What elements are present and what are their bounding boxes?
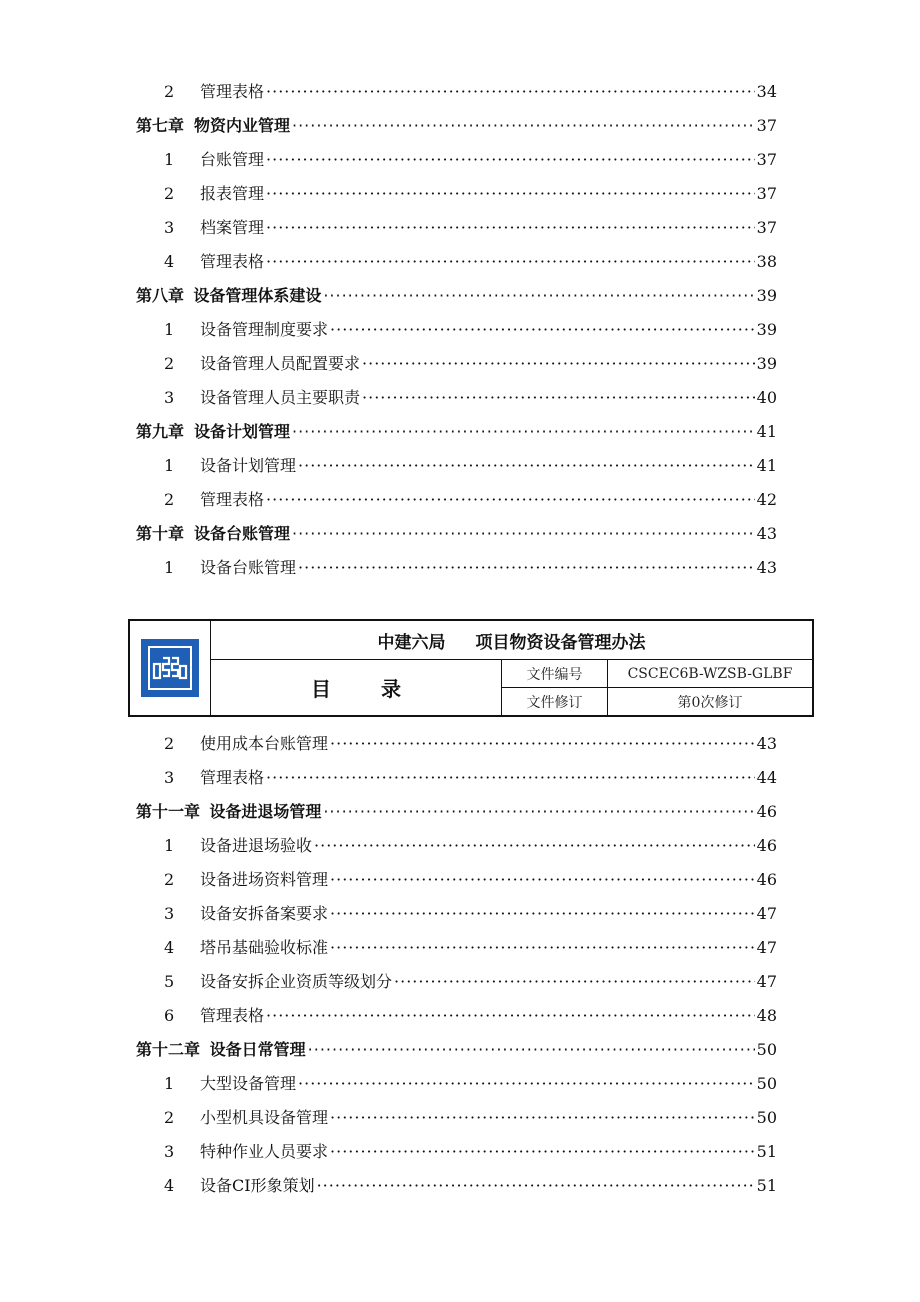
page-number: 39 bbox=[756, 286, 777, 305]
entry-number: 2 bbox=[164, 734, 175, 753]
page-number: 43 bbox=[756, 524, 777, 543]
toc-entry-row[interactable] bbox=[136, 310, 777, 344]
page-number: 37 bbox=[756, 150, 777, 169]
toc-chapter-row[interactable] bbox=[136, 412, 777, 446]
entry-title: 设备进退场管理 bbox=[209, 802, 322, 821]
entry-number: 3 bbox=[164, 768, 175, 787]
dot-leader bbox=[323, 286, 754, 306]
page-number: 37 bbox=[756, 116, 777, 135]
entry-title: 使用成本台账管理 bbox=[200, 734, 329, 753]
toc-chapter-row[interactable] bbox=[136, 1030, 777, 1064]
entry-title: 特种作业人员要求 bbox=[200, 1142, 329, 1161]
toc-entry-row[interactable] bbox=[136, 140, 777, 174]
toc-chapter-row[interactable] bbox=[136, 276, 777, 310]
chapter-number: 第十一章 bbox=[136, 802, 201, 821]
entry-title: 设备日常管理 bbox=[209, 1040, 306, 1059]
toc-entry-row[interactable] bbox=[136, 242, 777, 276]
entry-title: 设备管理人员配置要求 bbox=[200, 354, 361, 373]
dot-leader bbox=[317, 1176, 755, 1196]
entry-title: 设备台账管理 bbox=[200, 558, 297, 577]
toc-entry-row[interactable] bbox=[136, 344, 777, 378]
dot-leader bbox=[330, 938, 755, 958]
toc-entry-row[interactable] bbox=[136, 928, 777, 962]
dot-leader bbox=[330, 904, 755, 924]
toc-entry-row[interactable] bbox=[136, 826, 777, 860]
toc-entry-row[interactable] bbox=[136, 72, 777, 106]
entry-title: 设备安拆备案要求 bbox=[200, 904, 329, 923]
dot-leader bbox=[298, 1074, 755, 1094]
toc-entry-row[interactable] bbox=[136, 1166, 777, 1200]
company-logo-icon bbox=[146, 644, 194, 692]
revision-label: 文件修订 bbox=[502, 688, 608, 715]
page-number: 39 bbox=[756, 320, 777, 339]
entry-number: 2 bbox=[164, 82, 175, 101]
dot-leader bbox=[314, 836, 755, 856]
page-number: 37 bbox=[756, 184, 777, 203]
dot-leader bbox=[330, 870, 755, 890]
toc-entry-row[interactable] bbox=[136, 378, 777, 412]
entry-number: 4 bbox=[164, 1176, 175, 1195]
entry-title: 台账管理 bbox=[200, 150, 265, 169]
dot-leader bbox=[362, 354, 755, 374]
entry-title: 设备管理制度要求 bbox=[200, 320, 329, 339]
company-logo bbox=[141, 639, 199, 697]
entry-number: 1 bbox=[164, 320, 175, 339]
page-number: 38 bbox=[756, 252, 777, 271]
toc-entry-row[interactable] bbox=[136, 548, 777, 582]
entry-title: 设备管理体系建设 bbox=[193, 286, 322, 305]
toc-entry-row[interactable] bbox=[136, 208, 777, 242]
header-org: 中建六局 bbox=[377, 632, 446, 653]
header-section-title: 目录 bbox=[211, 660, 502, 715]
dot-leader bbox=[323, 802, 754, 822]
entry-title: 管理表格 bbox=[200, 252, 265, 271]
toc-entry-row[interactable] bbox=[136, 724, 777, 758]
toc-entry-row[interactable] bbox=[136, 174, 777, 208]
toc-bottom bbox=[136, 724, 777, 1200]
entry-title: 管理表格 bbox=[200, 1006, 265, 1025]
page-number: 44 bbox=[756, 768, 777, 787]
toc-entry-row[interactable] bbox=[136, 996, 777, 1030]
entry-number: 4 bbox=[164, 938, 175, 957]
dot-leader bbox=[292, 524, 755, 544]
page-number: 42 bbox=[756, 490, 777, 509]
toc-chapter-row[interactable] bbox=[136, 514, 777, 548]
header-doc-title: 项目物资设备管理办法 bbox=[475, 632, 646, 653]
dot-leader bbox=[292, 422, 755, 442]
entry-number: 2 bbox=[164, 490, 175, 509]
entry-number: 1 bbox=[164, 836, 175, 855]
toc-entry-row[interactable] bbox=[136, 1064, 777, 1098]
entry-number: 4 bbox=[164, 252, 175, 271]
entry-number: 1 bbox=[164, 150, 175, 169]
entry-title: 管理表格 bbox=[200, 82, 265, 101]
toc-top bbox=[136, 72, 777, 582]
page-number: 51 bbox=[756, 1176, 777, 1195]
entry-number: 2 bbox=[164, 354, 175, 373]
entry-number: 1 bbox=[164, 456, 175, 475]
page-number: 46 bbox=[756, 802, 777, 821]
entry-title: 设备进退场验收 bbox=[200, 836, 313, 855]
page-number: 40 bbox=[756, 388, 777, 407]
entry-number: 3 bbox=[164, 1142, 175, 1161]
file-number-value: CSCEC6B-WZSB-GLBF bbox=[627, 665, 793, 682]
entry-number: 6 bbox=[164, 1006, 175, 1025]
dot-leader bbox=[362, 388, 755, 408]
file-number-label: 文件编号 bbox=[502, 660, 608, 687]
entry-title: 设备CI形象策划 bbox=[200, 1176, 315, 1195]
entry-title: 设备进场资料管理 bbox=[200, 870, 329, 889]
dot-leader bbox=[266, 490, 755, 510]
toc-chapter-row[interactable] bbox=[136, 106, 777, 140]
toc-entry-row[interactable] bbox=[136, 758, 777, 792]
page-number: 34 bbox=[756, 82, 777, 101]
chapter-number: 第七章 bbox=[136, 116, 185, 135]
entry-title: 塔吊基础验收标准 bbox=[200, 938, 329, 957]
entry-title: 设备管理人员主要职责 bbox=[200, 388, 361, 407]
page-number: 51 bbox=[756, 1142, 777, 1161]
dot-leader bbox=[330, 734, 755, 754]
entry-title: 小型机具设备管理 bbox=[200, 1108, 329, 1127]
entry-title: 设备台账管理 bbox=[193, 524, 290, 543]
toc-entry-row[interactable] bbox=[136, 962, 777, 996]
dot-leader bbox=[394, 972, 755, 992]
revision-value: 第0次修订 bbox=[677, 694, 743, 711]
page-number: 46 bbox=[756, 870, 777, 889]
dot-leader bbox=[266, 82, 755, 102]
entry-number: 2 bbox=[164, 1108, 175, 1127]
toc-entry-row[interactable] bbox=[136, 480, 777, 514]
page-number: 41 bbox=[756, 456, 777, 475]
page-number: 48 bbox=[756, 1006, 777, 1025]
entry-title: 设备计划管理 bbox=[200, 456, 297, 475]
page-number: 37 bbox=[756, 218, 777, 237]
dot-leader bbox=[308, 1040, 755, 1060]
toc-chapter-row[interactable] bbox=[136, 792, 777, 826]
entry-title: 报表管理 bbox=[200, 184, 265, 203]
entry-number: 2 bbox=[164, 870, 175, 889]
dot-leader bbox=[330, 1108, 755, 1128]
header-title bbox=[211, 621, 812, 660]
chapter-number: 第十二章 bbox=[136, 1040, 201, 1059]
entry-number: 1 bbox=[164, 558, 175, 577]
entry-title: 管理表格 bbox=[200, 490, 265, 509]
dot-leader bbox=[266, 150, 755, 170]
entry-title: 档案管理 bbox=[200, 218, 265, 237]
entry-number: 2 bbox=[164, 184, 175, 203]
chapter-number: 第九章 bbox=[136, 422, 185, 441]
dot-leader bbox=[266, 218, 755, 238]
dot-leader bbox=[266, 768, 755, 788]
logo-cell bbox=[130, 621, 211, 715]
entry-title: 设备计划管理 bbox=[193, 422, 290, 441]
page-number: 39 bbox=[756, 354, 777, 373]
entry-number: 1 bbox=[164, 1074, 175, 1093]
entry-title: 设备安拆企业资质等级划分 bbox=[200, 972, 393, 991]
page-number: 41 bbox=[756, 422, 777, 441]
dot-leader bbox=[298, 558, 755, 578]
page-number: 46 bbox=[756, 836, 777, 855]
chapter-number: 第八章 bbox=[136, 286, 185, 305]
entry-number: 3 bbox=[164, 904, 175, 923]
page-number: 47 bbox=[756, 972, 777, 991]
page-number: 47 bbox=[756, 938, 777, 957]
toc-entry-row[interactable] bbox=[136, 894, 777, 928]
dot-leader bbox=[266, 1006, 755, 1026]
dot-leader bbox=[266, 184, 755, 204]
toc-entry-row[interactable] bbox=[136, 860, 777, 894]
dot-leader bbox=[298, 456, 755, 476]
page-number: 50 bbox=[756, 1074, 777, 1093]
entry-title: 物资内业管理 bbox=[193, 116, 290, 135]
entry-number: 3 bbox=[164, 218, 175, 237]
toc-entry-row[interactable] bbox=[136, 446, 777, 480]
dot-leader bbox=[330, 1142, 755, 1162]
entry-title: 大型设备管理 bbox=[200, 1074, 297, 1093]
page-number: 50 bbox=[756, 1040, 777, 1059]
entry-number: 5 bbox=[164, 972, 175, 991]
dot-leader bbox=[292, 116, 755, 136]
toc-entry-row[interactable] bbox=[136, 1098, 777, 1132]
document-header bbox=[128, 619, 814, 717]
entry-number: 3 bbox=[164, 388, 175, 407]
page-number: 43 bbox=[756, 558, 777, 577]
page-number: 43 bbox=[756, 734, 777, 753]
dot-leader bbox=[330, 320, 755, 340]
page-number: 47 bbox=[756, 904, 777, 923]
page-number: 50 bbox=[756, 1108, 777, 1127]
chapter-number: 第十章 bbox=[136, 524, 185, 543]
entry-title: 管理表格 bbox=[200, 768, 265, 787]
dot-leader bbox=[266, 252, 755, 272]
toc-entry-row[interactable] bbox=[136, 1132, 777, 1166]
